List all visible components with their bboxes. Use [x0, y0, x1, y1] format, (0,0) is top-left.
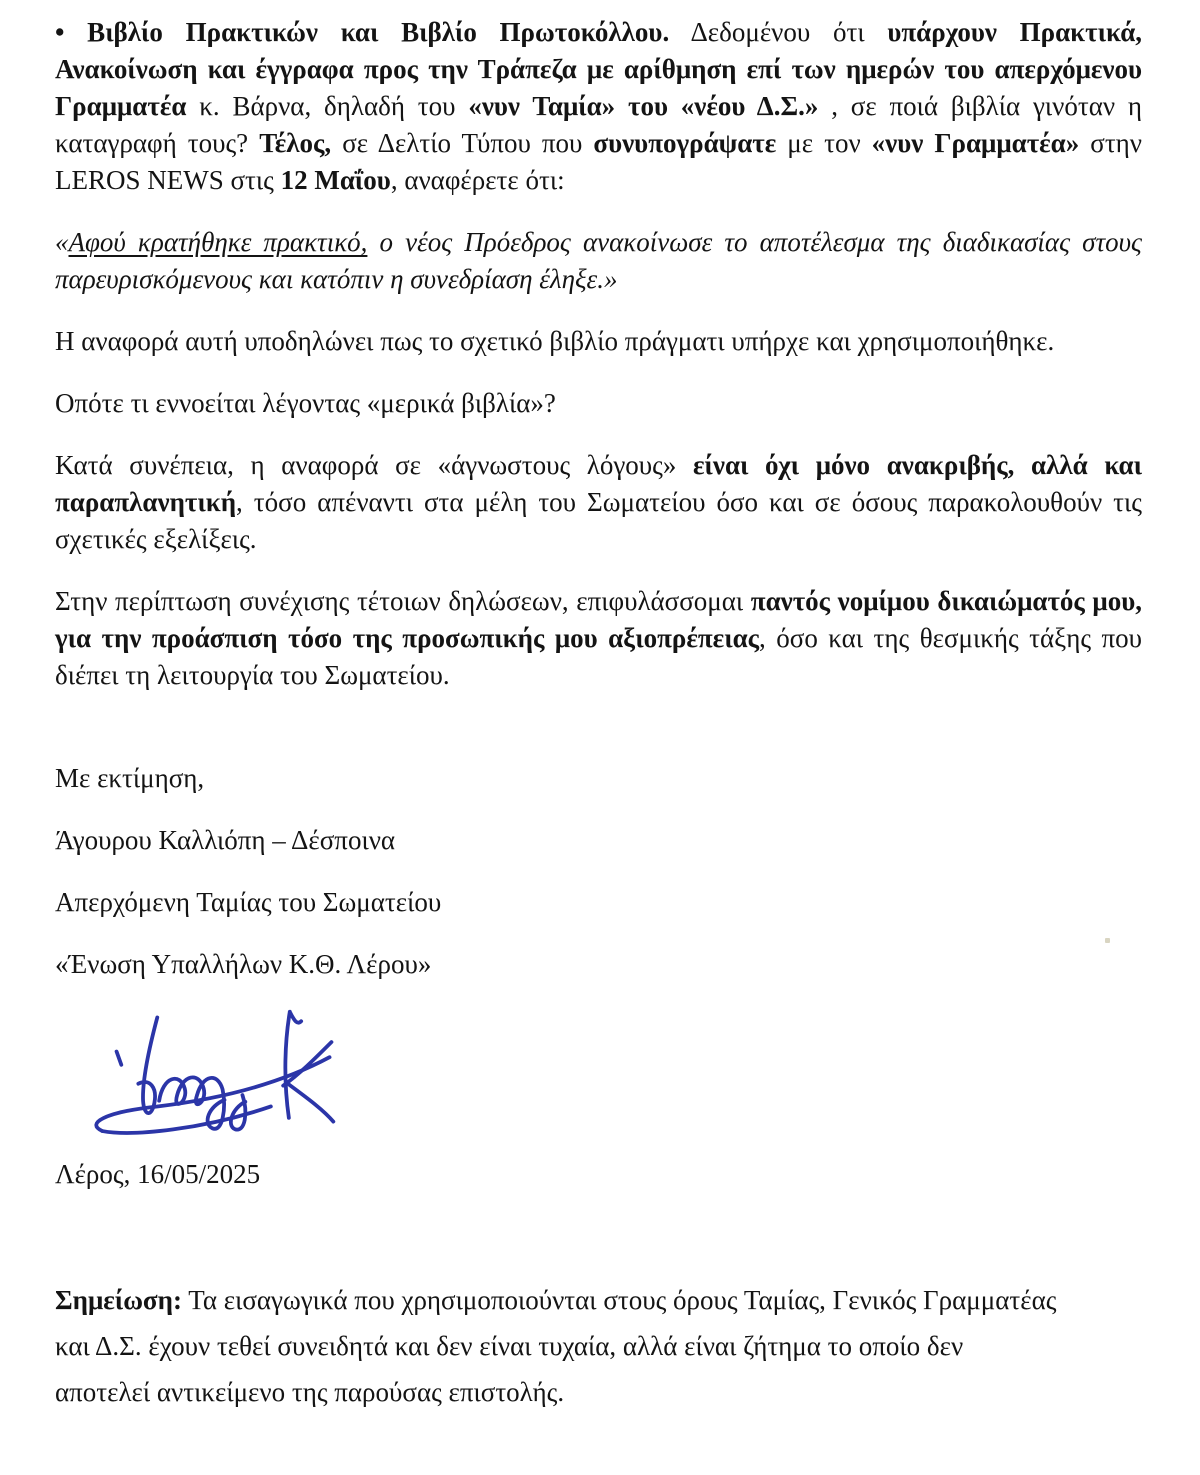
scan-artifact-speck — [1105, 938, 1110, 943]
place-date: Λέρος, 16/05/2025 — [55, 1159, 261, 1189]
signer-role: Απερχόμενη Ταμίας του Σωματείου — [55, 887, 442, 917]
signer-organization: «Ένωση Υπαλλήλων Κ.Θ. Λέρου» — [55, 949, 432, 979]
paragraph-misleading-claim: Κατά συνέπεια, η αναφορά σε «άγνωστους λόγους» είναι όχι μόνο ανακριβής, αλλά και παραπλανητική, τόσο απέναντι στα μέλη του Σωματείου όσο και σε όσους παρακολουθούν τις σχετικές εξελίξεις. — [55, 450, 1142, 554]
paragraph-some-books-question: Οπότε τι εννοείται λέγοντας «μερικά βιβλία»? — [55, 388, 556, 418]
closing-salutation: Με εκτίμηση, — [55, 763, 205, 793]
paragraph-book-existed: Η αναφορά αυτή υποδηλώνει πως το σχετικό βιβλίο πράγματι υπήρχε και χρησιμοποιήθηκε. — [55, 326, 1055, 356]
press-release-quote: «Αφού κρατήθηκε πρακτικό, ο νέος Πρόεδρος ανακοίνωσε το αποτέλεσμα της διαδικασίας στους παρευρισκόμενους και κατόπιν η συνεδρίαση έληξε.» — [55, 227, 1142, 294]
handwritten-signature-icon — [83, 1008, 383, 1150]
signer-name: Άγουρου Καλλιόπη – Δέσποινα — [55, 825, 396, 855]
bullet-paragraph-books: • Βιβλίο Πρακτικών και Βιβλίο Πρωτοκόλλου. Δεδομένου ότι υπάρχουν Πρακτικά, Ανακοίνωση και έγγραφα προς την Τράπεζα με αρίθμηση επί των ημερών του απερχόμενου Γραμματέα κ. Βάρνα, δηλαδή του «νυν Ταμία» του «νέου Δ.Σ.» , σε ποιά βιβλία γινόταν η καταγραφή τους? Τέλος, σε Δελτίο Τύπου που συνυπογράψατε με τον «νυν Γραμματέα» στην LEROS NEWS στις 12 Μαΐου, αναφέρετε ότι: — [55, 17, 1143, 195]
closing-block — [55, 760, 1142, 1193]
footnote: Σημείωση: Τα εισαγωγικά που χρησιμοποιούνται στους όρους Ταμίας, Γενικός Γραμματέας και Δ.Σ. έχουν τεθεί συνειδητά και δεν είναι τυχαία, αλλά είναι ζήτημα το οποίο δεν αποτελεί αντικείμενο της παρούσας επιστολής. — [55, 1285, 1057, 1407]
paragraph-legal-reservation: Στην περίπτωση συνέχισης τέτοιων δηλώσεων, επιφυλάσσομαι παντός νομίμου δικαιώματός μου, για την προάσπιση τόσο της προσωπικής μου αξιοπρέπειας, όσο και της θεσμικής τάξης που διέπει τη λειτουργία του Σωματείου. — [55, 586, 1142, 690]
